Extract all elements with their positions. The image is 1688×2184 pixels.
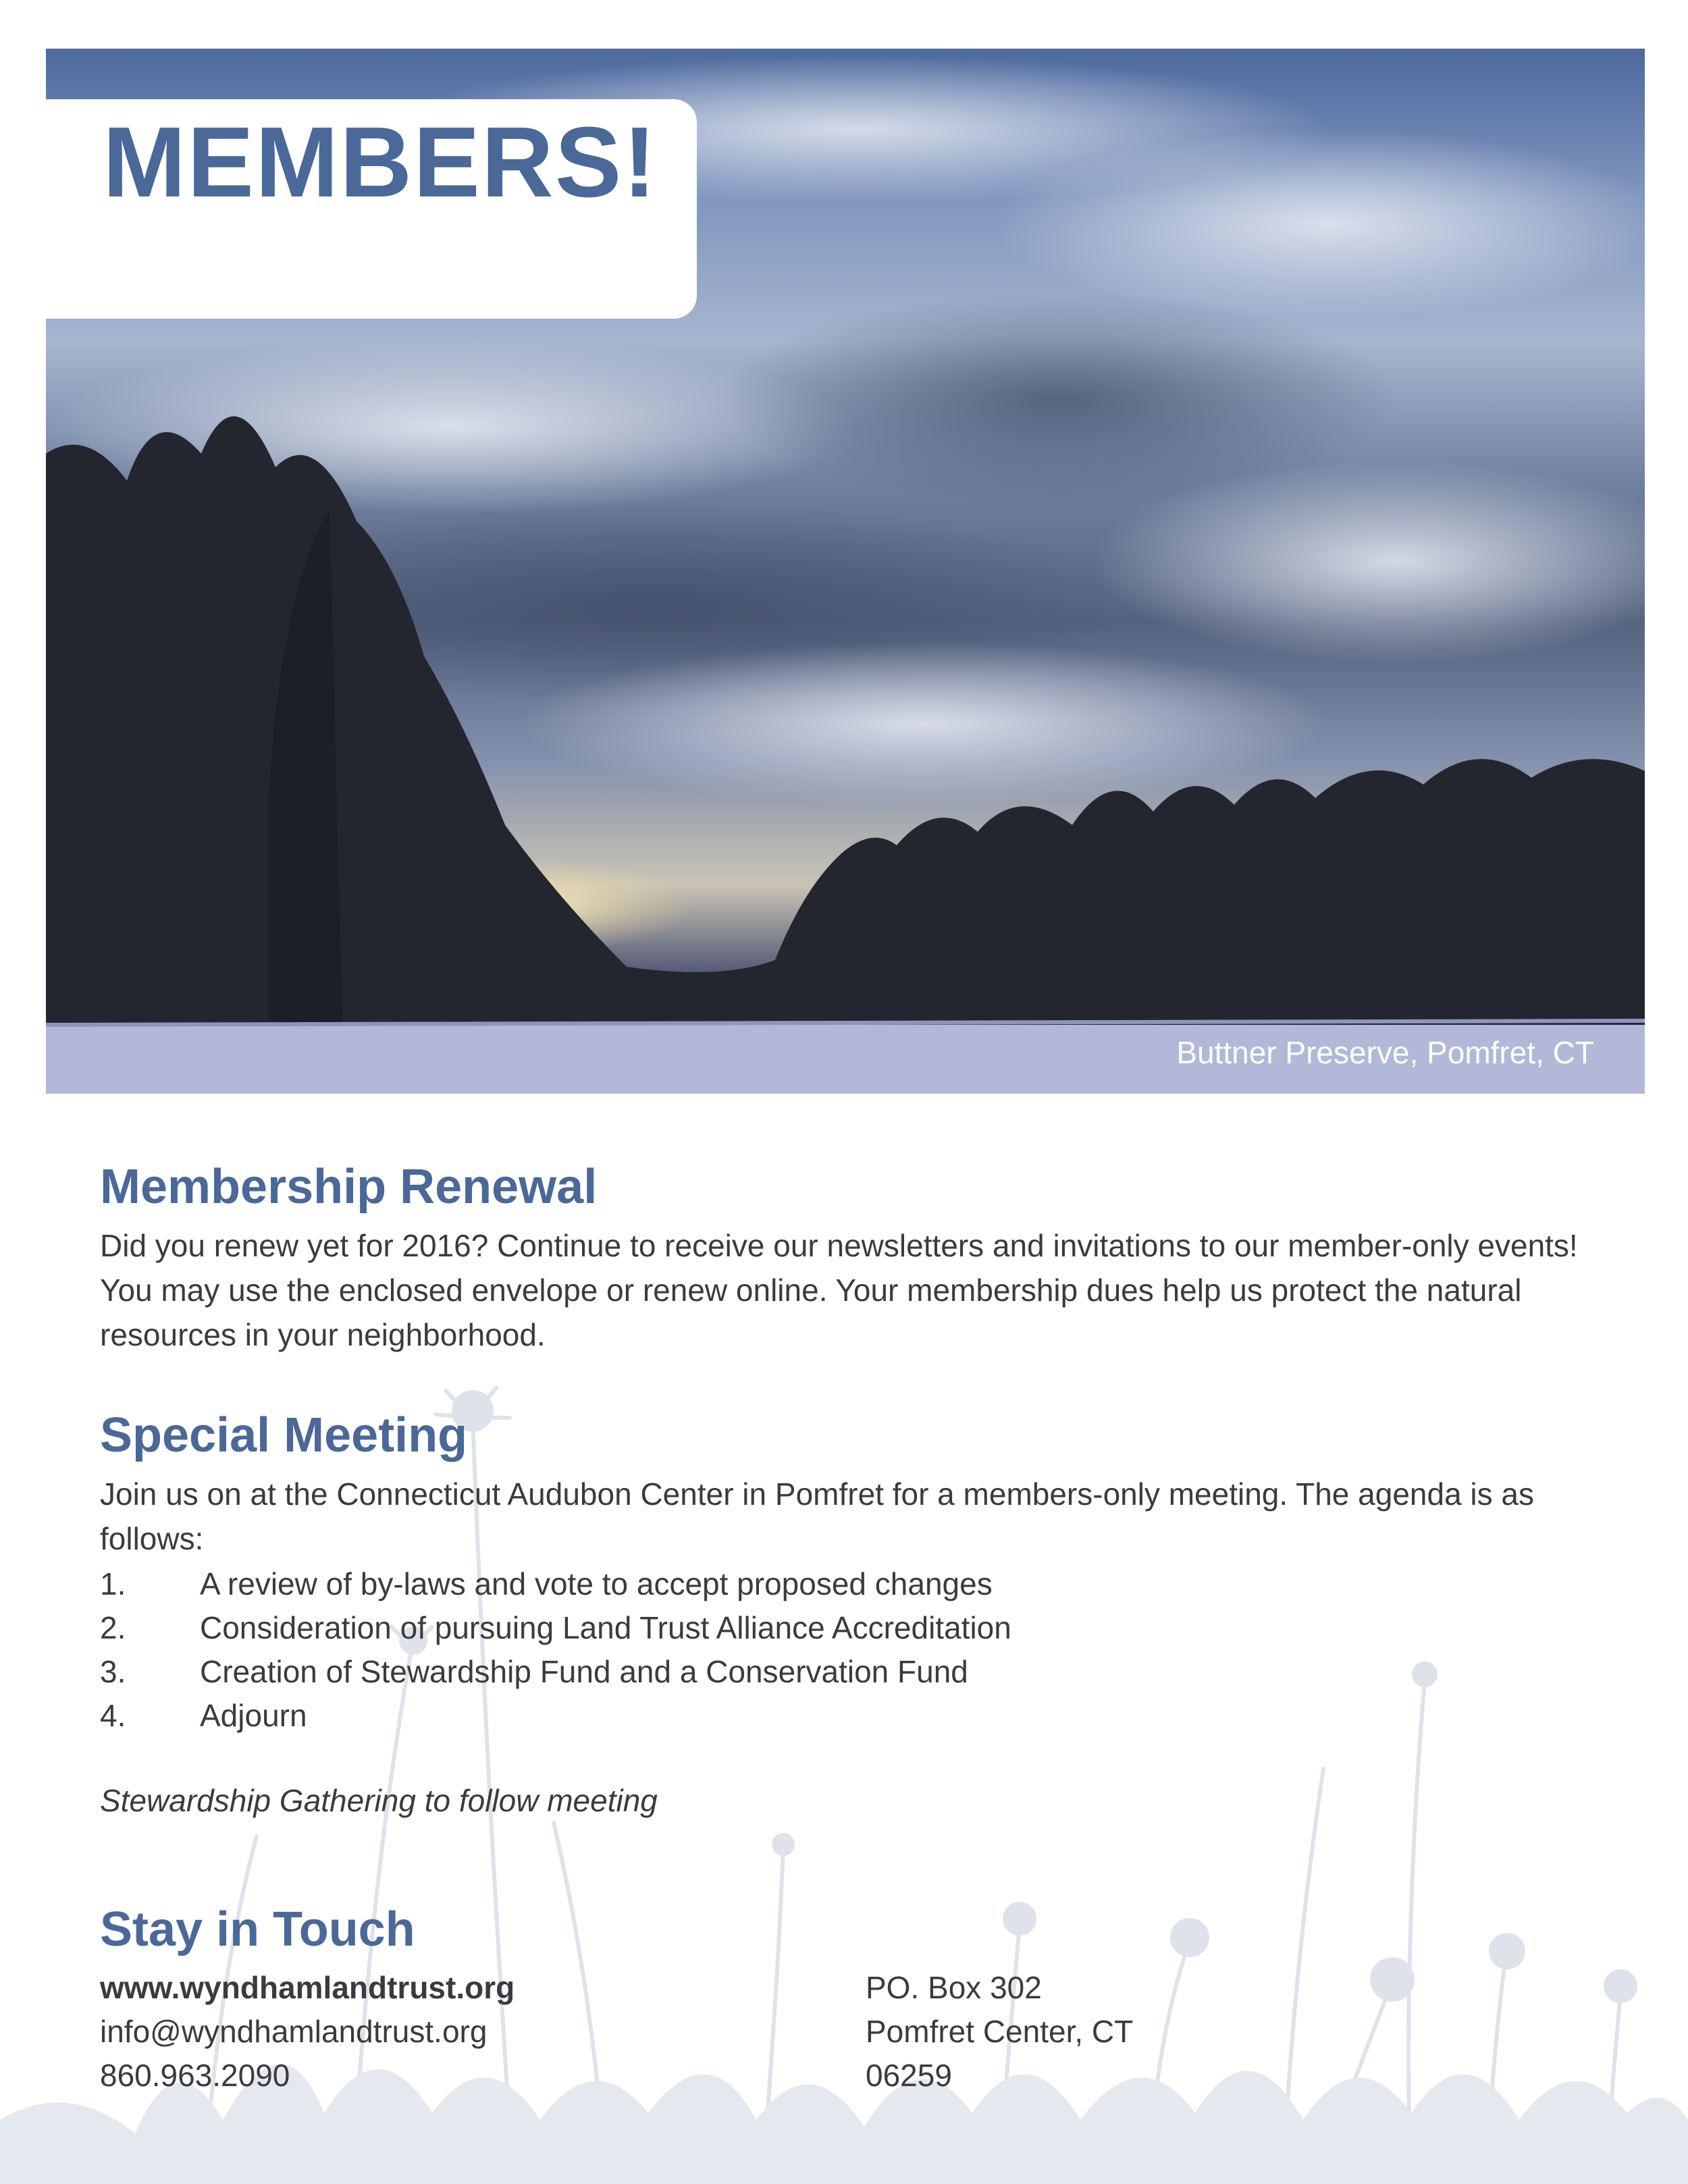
email-link[interactable]: info@wyndhamlandtrust.org <box>100 2014 487 2049</box>
agenda-text: Adjourn <box>200 1698 307 1733</box>
address-line-2: Pomfret Center, CT <box>866 2014 1134 2049</box>
page-title: MEMBERS! <box>103 107 658 218</box>
agenda-item <box>100 1694 1585 1738</box>
website-link[interactable]: www.wyndhamlandtrust.org <box>100 1970 515 2005</box>
address-line-3: 06259 <box>866 2058 952 2093</box>
agenda-number: 2. <box>100 1610 126 1645</box>
agenda-text: Consideration of pursuing Land Trust Alliance Accreditation <box>200 1610 1011 1645</box>
agenda-item <box>100 1606 1585 1650</box>
agenda-text: A review of by-laws and vote to accept proposed changes <box>200 1566 993 1601</box>
agenda-number: 4. <box>100 1698 126 1733</box>
contact-online <box>100 1966 515 2098</box>
agenda-item <box>100 1650 1585 1694</box>
hero-photo <box>46 49 1645 1094</box>
renewal-heading: Membership Renewal <box>100 1160 598 1214</box>
agenda-number: 1. <box>100 1566 126 1601</box>
agenda-list <box>100 1562 1585 1738</box>
renewal-body: Did you renew yet for 2016? Continue to receive our newsletters and invitations to our member-only events! You may use the enclosed envelope or renew online. Your membership dues help us protect the natural resources in your neighborhood. <box>100 1228 1578 1352</box>
phone-number: 860.963.2090 <box>100 2058 290 2093</box>
photo-caption: Buttner Preserve, Pomfret, CT <box>1176 1035 1594 1070</box>
agenda-item <box>100 1562 1585 1606</box>
meeting-note: Stewardship Gathering to follow meeting <box>100 1783 658 1818</box>
contact-heading: Stay in Touch <box>100 1902 415 1956</box>
agenda-text: Creation of Stewardship Fund and a Conservation Fund <box>200 1654 968 1689</box>
agenda-number: 3. <box>100 1654 126 1689</box>
contact-address <box>866 1966 1133 2098</box>
address-line-1: PO. Box 302 <box>866 1970 1042 2005</box>
meeting-heading: Special Meeting <box>100 1408 468 1462</box>
meeting-intro: Join us on at the Connecticut Audubon Center in Pomfret for a members-only meeting. The agenda is as follows: <box>100 1476 1535 1556</box>
